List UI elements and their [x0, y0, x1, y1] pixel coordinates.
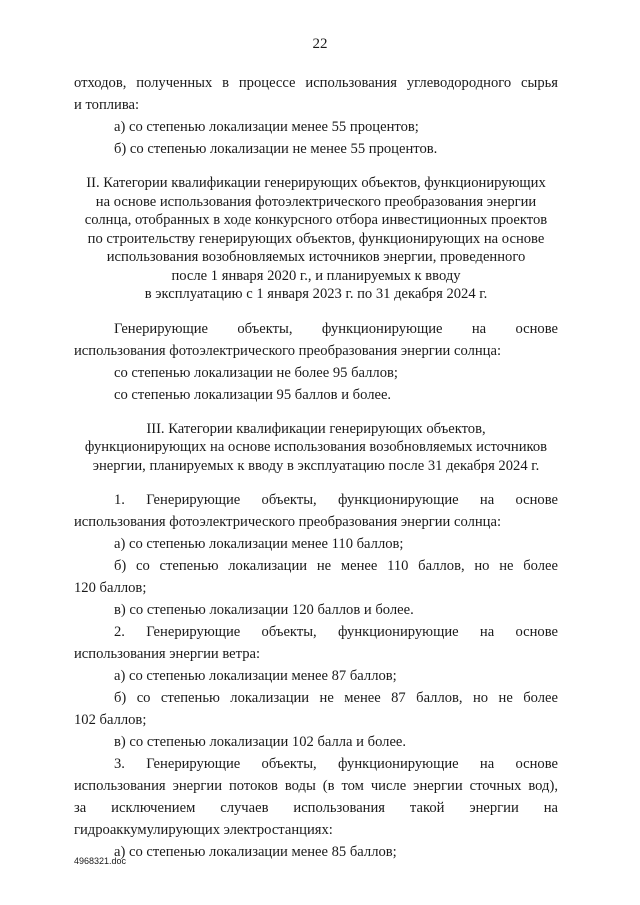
paragraph-line: Генерирующие объекты, функционирующие на основе — [114, 320, 558, 337]
paragraph-line: отходов, полученных в процессе использования углеводородного сырья — [74, 75, 558, 91]
paragraph-line: 120 баллов; — [74, 580, 147, 596]
paragraph-line: использования фотоэлектрического преобразования энергии солнца: — [74, 514, 502, 530]
list-item: б) со степенью локализации не менее 110 баллов, но не более — [114, 558, 558, 574]
list-item: а) со степенью локализации менее 85 баллов; — [114, 844, 397, 860]
list-item: б) со степенью локализации не менее 55 процентов. — [114, 141, 438, 157]
file-reference: 4968321.doc — [74, 856, 127, 866]
heading-line: энергии, планируемых к вводу в эксплуатацию после 31 декабря 2024 г. — [92, 457, 540, 474]
heading-line: III. Категории квалификации генерирующих объектов, — [146, 420, 486, 437]
list-item: со степенью локализации не более 95 баллов; — [114, 364, 398, 381]
heading-line: после 1 января 2020 г., и планируемых к вводу — [171, 267, 461, 284]
heading-line: солнца, отобранных в ходе конкурсного отбора инвестиционных проектов — [84, 212, 548, 228]
heading-line: по строительству генерирующих объектов, функционирующих на основе — [87, 230, 545, 247]
list-item: а) со степенью локализации менее 55 процентов; — [114, 119, 419, 135]
list-item: а) со степенью локализации менее 110 баллов; — [114, 536, 404, 552]
heading-line: в эксплуатацию с 1 января 2023 г. по 31 декабря 2024 г. — [144, 286, 488, 302]
paragraph-line: 102 баллов; — [74, 712, 147, 728]
paragraph-line: использования энергии ветра: — [74, 646, 261, 662]
section-heading-3 — [74, 420, 558, 476]
section-heading-2 — [74, 174, 558, 304]
paragraph-line: использования фотоэлектрического преобразования энергии солнца: — [74, 342, 502, 359]
heading-line: функционирующих на основе использования возобновляемых источников — [84, 439, 548, 455]
list-item: б) со степенью локализации не менее 87 баллов, но не более — [114, 690, 558, 706]
paragraph-line: за исключением случаев использования такой энергии на — [74, 800, 558, 816]
paragraph-line: использования энергии потоков воды (в том числе энергии сточных вод), — [74, 778, 558, 794]
paragraph-line: 3. Генерирующие объекты, функционирующие на основе — [114, 756, 558, 772]
paragraph-line: 1. Генерирующие объекты, функционирующие на основе — [114, 492, 558, 508]
page-number: 22 — [312, 36, 328, 52]
heading-line: II. Категории квалификации генерирующих объектов, функционирующих — [86, 175, 546, 191]
paragraph-line: и топлива: — [74, 97, 140, 113]
list-item: со степенью локализации 95 баллов и более. — [114, 386, 392, 403]
list-item: в) со степенью локализации 102 балла и более. — [114, 734, 407, 750]
paragraph-line: 2. Генерирующие объекты, функционирующие на основе — [114, 624, 558, 640]
heading-line: на основе использования фотоэлектрического преобразования энергии — [95, 193, 537, 210]
list-item: а) со степенью локализации менее 87 баллов; — [114, 668, 397, 684]
list-item: в) со степенью локализации 120 баллов и более. — [114, 602, 414, 618]
document-body — [74, 72, 558, 863]
paragraph-line: гидроаккумулирующих электростанциях: — [74, 822, 333, 838]
heading-line: использования возобновляемых источников энергии, проведенного — [106, 249, 526, 265]
